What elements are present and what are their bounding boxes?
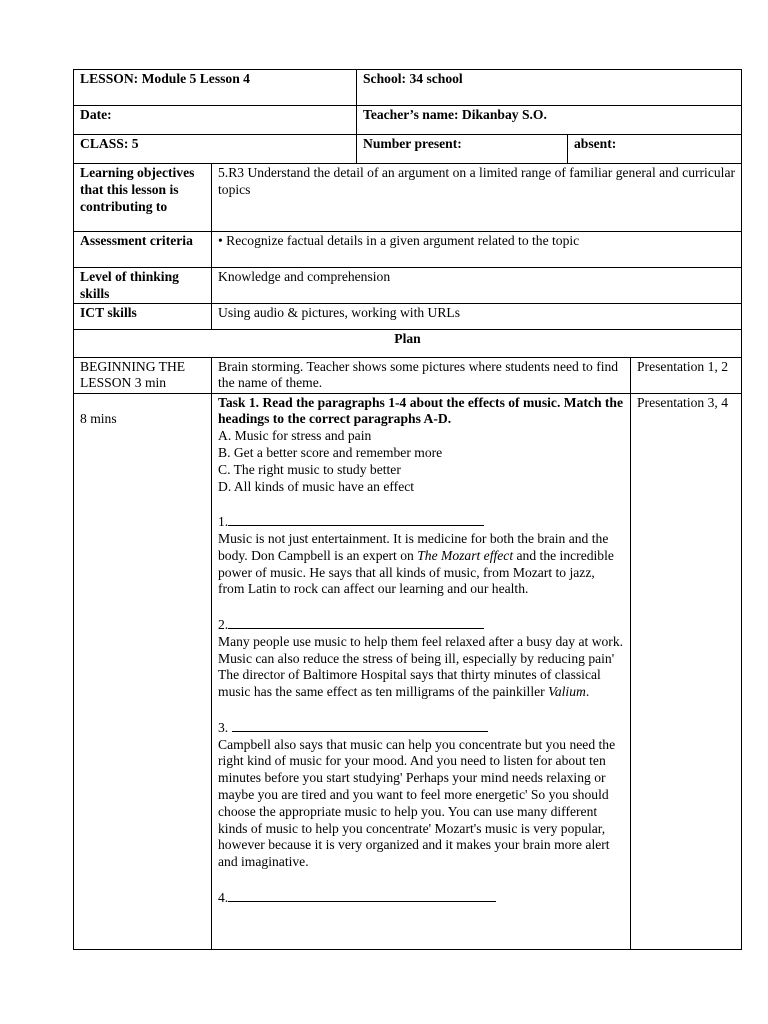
task-content: [212, 393, 631, 949]
paragraph-1-heading: 1.: [218, 512, 624, 531]
header-table: [73, 69, 742, 164]
lesson-plan-table: [73, 163, 742, 950]
paragraph-2-heading: 2.: [218, 615, 624, 634]
class-label: CLASS: 5: [74, 135, 357, 164]
paragraph-2-text: Many people use music to help them feel relaxed after a busy day at work. Music can also reduce the stress of being ill, especially by reducing pain' The director of Baltimore Hospital says that thirty minutes of classical music has the same effect as ten milligrams of the painkiller Valium.: [218, 633, 624, 700]
lesson-title: LESSON: Module 5 Lesson 4: [74, 70, 357, 106]
ict-skills-row: [74, 303, 742, 329]
assessment-label: Assessment criteria: [74, 232, 212, 268]
thinking-skills-label: Level of thinking skills: [74, 268, 212, 304]
option-d: D. All kinds of music have an effect: [218, 478, 415, 494]
paragraph-3-text: Campbell also says that music can help you concentrate but you need the right kind of music for your mood. And you need to listen for about ten minutes before you start studying' Perhaps your mind needs relaxing or maybe you are tired and you want to feel more energetic' So you should choose the appropriate music to help you. You can use many different kinds of music to help you concentrate' Mozart's music is very popular, however because it is very organized and it makes your brain more alert and imaginative.: [218, 736, 616, 870]
assessment-value: • Recognize factual details in a given argument related to the topic: [212, 232, 742, 268]
number-present-label: Number present:: [357, 135, 568, 164]
answer-blank-4[interactable]: [228, 888, 496, 902]
plan-heading: Plan: [74, 329, 742, 357]
objectives-label: Learning objectives that this lesson is contributing to: [74, 164, 212, 232]
ict-skills-label: ICT skills: [74, 303, 212, 329]
beginning-activity: Brain storming. Teacher shows some pictures where students need to find the name of theme.: [212, 357, 631, 393]
absent-label: absent:: [568, 135, 742, 164]
objectives-row: [74, 164, 742, 232]
paragraph-4-heading: 4.: [218, 888, 624, 907]
beginning-stage: BEGINNING THE LESSON 3 min: [74, 357, 212, 393]
beginning-resources: Presentation 1, 2: [631, 357, 742, 393]
task-resources: Presentation 3, 4: [631, 393, 742, 949]
paragraph-3-heading: 3.: [218, 718, 624, 737]
task-row: [74, 393, 742, 949]
date-label: Date:: [74, 106, 357, 135]
thinking-skills-row: [74, 268, 742, 304]
task-title: Task 1. Read the paragraphs 1-4 about the effects of music. Match the headings to the correct paragraphs A-D.: [218, 394, 624, 427]
answer-blank-2[interactable]: [228, 615, 484, 629]
school-name: School: 34 school: [357, 70, 742, 106]
answer-blank-1[interactable]: [228, 512, 484, 526]
paragraph-1-text: Music is not just entertainment. It is medicine for both the brain and the body. Don Campbell is an expert on The Mozart effect and the incredible power of music. He says that all kinds of music, from Mozart to jazz, from Latin to rock can affect our learning and our health.: [218, 530, 614, 597]
thinking-skills-value: Knowledge and comprehension: [212, 268, 742, 304]
assessment-row: [74, 232, 742, 268]
teacher-name: Teacher’s name: Dikanbay S.O.: [357, 106, 742, 135]
ict-skills-value: Using audio & pictures, working with URLs: [212, 303, 742, 329]
option-a: A. Music for stress and pain: [218, 428, 372, 444]
option-b: B. Get a better score and remember more: [218, 444, 443, 460]
answer-blank-3[interactable]: [232, 718, 488, 732]
task-stage: 8 mins: [74, 393, 212, 949]
option-c: C. The right music to study better: [218, 461, 401, 477]
beginning-row: [74, 357, 742, 393]
objectives-value: 5.R3 Understand the detail of an argument on a limited range of familiar general and curricular topics: [212, 164, 742, 232]
